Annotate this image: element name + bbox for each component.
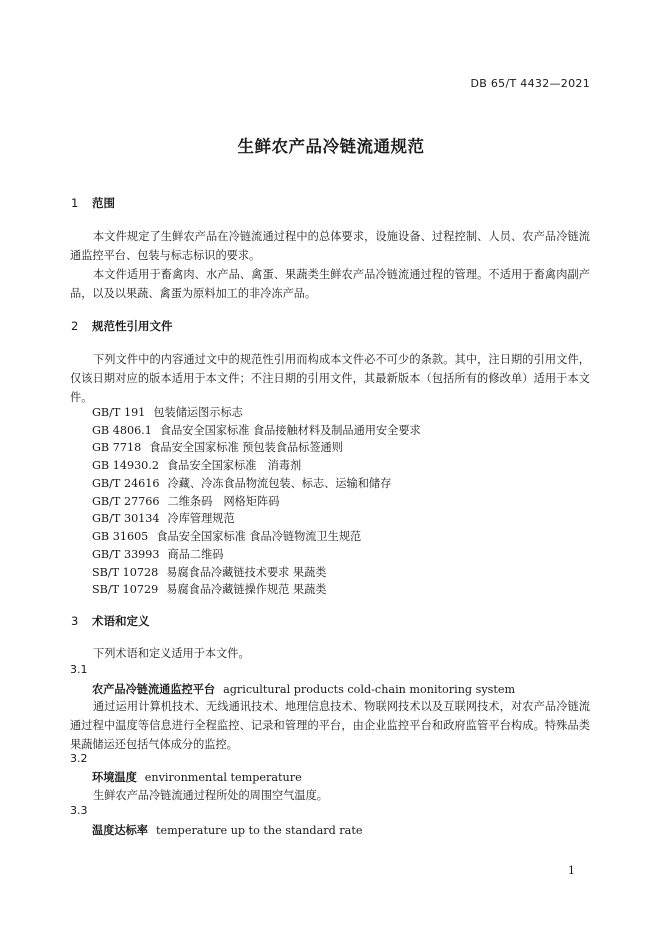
reference-item bbox=[92, 404, 243, 420]
term-definition: 通过运用计算机技术、无线通讯技术、地理信息技术、物联网技术以及互联网技术，对农产品冷链流通过程中温度等信息进行全程监控、记录和管理的平台，由企业监控平台和政府监管平台构成。特殊品类果蔬储运还包括气体成分的监控。 bbox=[70, 700, 590, 751]
term-heading bbox=[92, 681, 515, 697]
term-number: 3.2 bbox=[70, 752, 88, 765]
term-english: environmental temperature bbox=[144, 771, 302, 784]
scope-paragraph-2: 本文件适用于畜禽肉、水产品、禽蛋、果蔬类生鲜农产品冷链流通过程的管理。不适用于畜禽肉副产品，以及以果蔬、禽蛋为原料加工的非冷冻产品。 bbox=[70, 268, 590, 300]
term-definition: 生鲜农产品冷链流通过程所处的周围空气温度。 bbox=[93, 789, 328, 802]
reference-item bbox=[92, 564, 326, 580]
reference-name: 二维条码 网格矩阵码 bbox=[167, 495, 280, 508]
reference-name: 易腐食品冷藏链技术要求 果蔬类 bbox=[166, 566, 327, 579]
reference-item bbox=[92, 422, 421, 438]
reference-name: 食品安全国家标准 消毒剂 bbox=[166, 459, 302, 472]
document-title: 生鲜农产品冷链流通规范 bbox=[237, 137, 425, 156]
term-number: 3.3 bbox=[70, 804, 88, 817]
term-english: temperature up to the standard rate bbox=[155, 824, 363, 837]
reference-code: GB 4806.1 bbox=[92, 424, 152, 437]
references-intro: 下列文件中的内容通过文中的规范性引用而构成本文件必不可少的条款。其中，注日期的引用文件，仅该日期对应的版本适用于本文件；不注日期的引用文件，其最新版本（包括所有的修改单）适用于本文件。 bbox=[70, 353, 590, 404]
reference-name: 食品安全国家标准 食品冷链物流卫生规范 bbox=[156, 530, 362, 543]
term-heading bbox=[92, 822, 362, 838]
reference-name: 食品安全国家标准 预包装食品标签通则 bbox=[149, 441, 343, 454]
reference-code: GB/T 24616 bbox=[92, 477, 160, 490]
term-chinese: 环境温度 bbox=[92, 771, 137, 784]
reference-item bbox=[92, 581, 326, 597]
reference-code: GB/T 191 bbox=[92, 406, 146, 419]
reference-code: GB/T 33993 bbox=[92, 548, 160, 561]
section-number: 3 bbox=[71, 614, 79, 628]
reference-name: 冷库管理规范 bbox=[167, 512, 235, 525]
reference-name: 易腐食品冷藏链操作规范 果蔬类 bbox=[166, 583, 327, 596]
section-title: 范围 bbox=[92, 196, 116, 210]
reference-item bbox=[92, 546, 224, 562]
reference-code: GB/T 27766 bbox=[92, 495, 160, 508]
reference-code: GB 31605 bbox=[92, 530, 149, 543]
reference-code: SB/T 10729 bbox=[92, 583, 159, 596]
term-heading bbox=[92, 769, 302, 785]
reference-code: GB/T 30134 bbox=[92, 512, 160, 525]
scope-paragraph-1: 本文件规定了生鲜农产品在冷链流通过程中的总体要求，设施设备、过程控制、人员、农产品冷链流通监控平台、包装与标志标识的要求。 bbox=[70, 230, 590, 262]
reference-name: 食品安全国家标准 食品接触材料及制品通用安全要求 bbox=[159, 424, 421, 437]
terms-intro: 下列术语和定义适用于本文件。 bbox=[93, 647, 250, 660]
reference-item bbox=[92, 457, 301, 473]
reference-item bbox=[92, 493, 279, 509]
reference-code: GB 7718 bbox=[92, 441, 142, 454]
document-code: DB 65/T 4432—2021 bbox=[470, 77, 590, 90]
section-3-heading bbox=[71, 613, 150, 629]
section-title: 规范性引用文件 bbox=[92, 319, 173, 333]
reference-name: 冷藏、冷冻食品物流包装、标志、运输和储存 bbox=[167, 477, 392, 490]
reference-name: 包装储运图示标志 bbox=[153, 406, 243, 419]
term-chinese: 温度达标率 bbox=[92, 824, 148, 837]
term-number: 3.1 bbox=[70, 663, 88, 676]
reference-item bbox=[92, 475, 391, 491]
page-number: 1 bbox=[568, 864, 575, 877]
section-2-heading bbox=[71, 318, 173, 334]
reference-item bbox=[92, 510, 235, 526]
section-number: 2 bbox=[71, 319, 79, 333]
reference-code: SB/T 10728 bbox=[92, 566, 159, 579]
section-1-heading bbox=[71, 195, 115, 211]
term-chinese: 农产品冷链流通监控平台 bbox=[92, 683, 216, 696]
reference-code: GB 14930.2 bbox=[92, 459, 159, 472]
reference-name: 商品二维码 bbox=[167, 548, 224, 561]
reference-item bbox=[92, 528, 361, 544]
reference-item bbox=[92, 439, 343, 455]
section-number: 1 bbox=[71, 196, 79, 210]
term-english: agricultural products cold-chain monitoring system bbox=[223, 683, 516, 696]
section-title: 术语和定义 bbox=[92, 614, 150, 628]
